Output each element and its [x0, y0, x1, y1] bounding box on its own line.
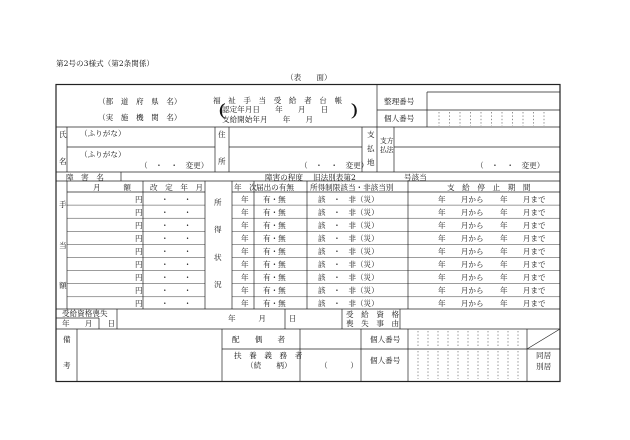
notice-cell: 有・無	[263, 246, 286, 256]
supporter-label: 扶 養 義 務 者	[234, 351, 303, 360]
income-side-4: 況	[214, 280, 222, 289]
income-limit-cell: 該 ・ 非（災）	[318, 220, 379, 230]
revision-date-cell: ・ ・	[161, 194, 192, 204]
suspension-to-cell: 年 月まで	[500, 207, 546, 217]
income-limit-cell: 該 ・ 非（災）	[318, 207, 379, 217]
suspension-to-cell: 年 月まで	[500, 260, 546, 269]
income-limit-cell: 該 ・ 非（災）	[318, 233, 379, 243]
notice-cell: 有・無	[263, 286, 286, 296]
col-notice: 届出の有無	[256, 183, 294, 192]
certification-date-label: 認定年月日 年 月 日	[222, 105, 329, 114]
amount-cell: 円	[135, 220, 143, 230]
payment-shi: 支	[367, 130, 375, 139]
suspension-to-cell: 年 月まで	[500, 286, 546, 296]
disability-name-label: 障 害 名	[66, 173, 104, 182]
revision-date-cell: ・ ・	[161, 286, 192, 296]
notice-cell: 有・無	[263, 220, 286, 230]
spouse-label: 配 偶 者	[232, 335, 286, 344]
revision-date-cell: ・ ・	[161, 260, 192, 269]
notice-cell: 有・無	[263, 299, 286, 309]
payment-start-label: 支給開始年月 年 月	[222, 115, 314, 124]
allowance-side-3: 額	[59, 281, 67, 290]
applicable-label: 号該当	[404, 173, 427, 182]
name-shi: 氏	[59, 130, 67, 139]
income-side-3: 状	[214, 253, 222, 262]
amount-cell: 円	[135, 246, 143, 256]
revision-date-cell: ・ ・	[161, 246, 192, 256]
bracket-right: )	[350, 101, 359, 121]
relation-label: （続 柄）	[246, 361, 292, 370]
year-cell: 年	[241, 246, 249, 256]
allowance-side-2: 当	[59, 241, 67, 250]
year-cell: 年	[241, 233, 249, 243]
revision-date-cell: ・ ・	[161, 299, 192, 309]
payment-method-1: 支方	[380, 137, 394, 145]
suspension-from-cell: 年 月から	[438, 273, 484, 283]
suspension-to-cell: 年 月まで	[500, 299, 546, 309]
year-cell: 年	[241, 286, 249, 296]
disability-degree-label: 障害の程度	[265, 173, 303, 182]
amount-cell: 円	[135, 273, 143, 283]
bracket-left: (	[218, 101, 227, 121]
prefecture-label: （都 道 府 県 名）	[98, 97, 182, 106]
name-change-note: （ ・ ・ 変更）	[140, 161, 209, 170]
ledger-title: 福 祉 手 当 受 給 者 台 帳	[213, 96, 343, 105]
remarks-kou: 考	[63, 361, 71, 370]
allowance-side-1: 手	[59, 200, 67, 209]
notice-cell: 有・無	[263, 207, 286, 217]
separate-label: 別居	[536, 362, 552, 371]
revision-date-cell: ・ ・	[161, 273, 192, 283]
col-income-limit: 所得制限該当・非該当別	[310, 183, 394, 192]
payment-barai: 払	[367, 144, 375, 153]
suspension-to-cell: 年 月まで	[500, 194, 546, 204]
amount-cell: 円	[135, 207, 143, 217]
col-revision-date: 改 定 年 月	[150, 183, 204, 192]
amount-cell: 円	[135, 194, 143, 204]
amount-cell: 円	[135, 299, 143, 309]
col-year: 年 次	[234, 183, 257, 192]
suspension-to-cell: 年 月まで	[500, 246, 546, 256]
suspension-from-cell: 年 月から	[438, 233, 484, 243]
year-cell: 年	[241, 194, 249, 204]
serial-number-label: 整理番号	[384, 97, 415, 106]
income-side-2: 得	[214, 225, 222, 234]
col-monthly-amount: 月 額	[93, 183, 131, 192]
revision-date-cell: ・ ・	[161, 207, 192, 217]
agency-label: （実 施 機 関 名）	[98, 113, 182, 122]
address-sho: 所	[218, 157, 226, 166]
cohabit-label: 同居	[536, 351, 552, 360]
relation-paren: （ ）	[320, 361, 358, 370]
loss-reason-label-2: 喪 失 事 由	[346, 319, 400, 328]
address-change-note: （ ・ ・ 変更）	[300, 161, 369, 170]
amount-cell: 円	[135, 260, 143, 269]
loss-label-2: 年 月 日	[62, 319, 116, 328]
furigana-2: （ふりがな）	[80, 150, 126, 159]
revision-date-cell: ・ ・	[161, 220, 192, 230]
suspension-from-cell: 年 月から	[438, 194, 484, 204]
suspension-from-cell: 年 月から	[438, 260, 484, 269]
col-suspension-period: 支 給 停 止 期 間	[447, 183, 531, 192]
year-cell: 年	[241, 260, 249, 269]
income-limit-cell: 該 ・ 非（災）	[318, 299, 379, 309]
address-ju: 住	[218, 130, 226, 139]
personal-number-1: 個人番号	[370, 335, 401, 344]
old-law-label: 旧法別表第2	[313, 173, 356, 182]
year-cell: 年	[241, 273, 249, 283]
furigana-1: （ふりがな）	[80, 129, 126, 138]
notice-cell: 有・無	[263, 260, 286, 269]
remarks-bi: 備	[63, 335, 71, 344]
year-cell: 年	[241, 299, 249, 309]
suspension-to-cell: 年 月まで	[500, 233, 546, 243]
income-limit-cell: 該 ・ 非（災）	[318, 286, 379, 296]
suspension-from-cell: 年 月から	[438, 220, 484, 230]
income-limit-cell: 該 ・ 非（災）	[318, 273, 379, 283]
notice-cell: 有・無	[263, 233, 286, 243]
income-limit-cell: 該 ・ 非（災）	[318, 246, 379, 256]
loss-date: 年 月 日	[228, 314, 297, 323]
side-label: （表 面）	[286, 73, 332, 82]
year-cell: 年	[241, 220, 249, 230]
payment-chi: 地	[367, 158, 375, 167]
form-number-label: 第2号の3様式（第2条関係）	[56, 59, 155, 68]
suspension-to-cell: 年 月まで	[500, 220, 546, 230]
income-limit-cell: 該 ・ 非（災）	[318, 260, 379, 269]
personal-number-label: 個人番号	[384, 114, 415, 123]
suspension-from-cell: 年 月から	[438, 299, 484, 309]
income-side-1: 所	[214, 198, 222, 207]
year-cell: 年	[241, 207, 249, 217]
amount-cell: 円	[135, 286, 143, 296]
loss-label-1: 受給資格喪失	[62, 309, 108, 318]
suspension-from-cell: 年 月から	[438, 207, 484, 217]
payment-change-note: （ ・ ・ 変更）	[476, 161, 545, 170]
suspension-from-cell: 年 月から	[438, 246, 484, 256]
amount-cell: 円	[135, 233, 143, 243]
notice-cell: 有・無	[263, 273, 286, 283]
personal-number-2: 個人番号	[370, 356, 401, 365]
suspension-from-cell: 年 月から	[438, 286, 484, 296]
name-mei: 名	[59, 157, 67, 166]
revision-date-cell: ・ ・	[161, 233, 192, 243]
notice-cell: 有・無	[263, 194, 286, 204]
income-limit-cell: 該 ・ 非（災）	[318, 194, 379, 204]
payment-method-2: 払法	[380, 146, 394, 154]
suspension-to-cell: 年 月まで	[500, 273, 546, 283]
loss-reason-label-1: 受 給 資 格	[346, 310, 400, 319]
